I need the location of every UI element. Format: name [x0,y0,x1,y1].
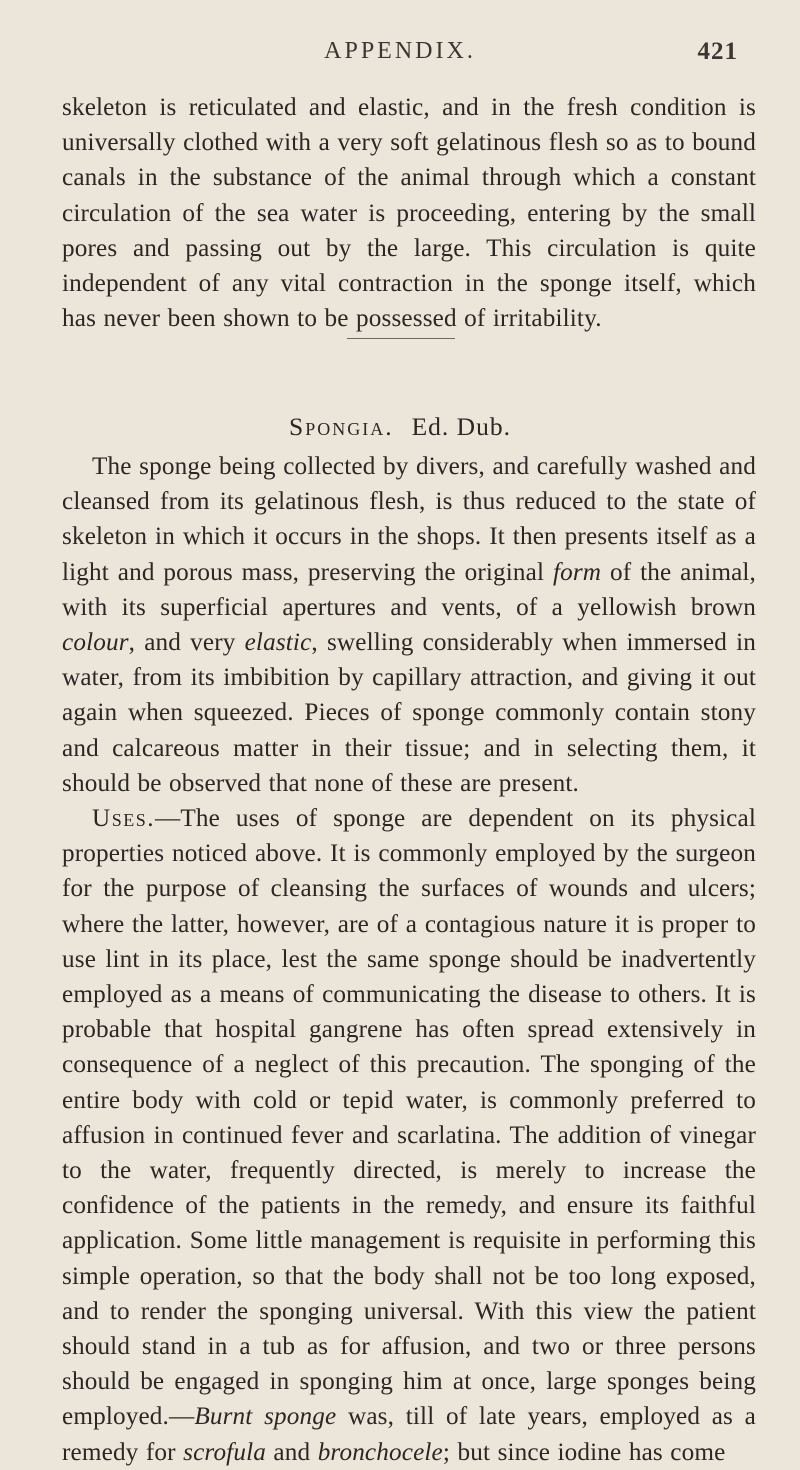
text-run: —The uses of sponge are dependent on its physical properties noticed above. It is commonly employed by the surgeon for the purpose of cleansing the surfaces of wounds and ulcers; where the latter, however, are of a contagious nature it is proper to use lint in its place, lest the same sponge should be inadvertently employed as a means of communicating the disease to others. It is probable that hospital gangrene has often spread extensively in consequence of a neglect of this precaution. The sponging of the entire body with cold or tepid water, is commonly preferred to affusion in continued fever and scarlatina. The addition of vinegar to the water, frequently directed, is merely to increase the confidence of the patients in the remedy, and ensure its faithful application. Some little management is requisite in performing this simple operation, so that the body shall not be too long exposed, and to render the sponging universal. With this view the patient should stand in a tub as for affusion, and two or three persons should be engaged in sponging him at once, large sponges being employed.— [62,805,756,1431]
italic-term: elastic [244,629,312,657]
section-title: Spongia. [289,412,394,441]
text-run: , and very [128,629,245,657]
text-run: and [265,1438,318,1466]
italic-term: form [552,558,602,586]
section-divider [347,338,455,339]
section-heading [0,412,800,442]
italic-term: scrofula [183,1438,266,1466]
running-head [0,38,800,78]
text-run: of the animal, with its superficial apertures and vents, of a yellowish brown [62,558,756,621]
italic-term: colour [62,629,129,657]
page-number: 421 [697,38,738,65]
description-paragraph [62,449,756,801]
uses-paragraph [62,801,756,1470]
text-run: ; but since iodine has come [442,1438,726,1466]
text-run: was, till of late years, employed as a remedy for [62,1403,756,1466]
edition-note: Ed. Dub. [411,412,511,441]
running-title: APPENDIX. [324,38,476,64]
uses-lead: Uses. [92,805,156,833]
paragraph-text: skeleton is reticulated and elastic, and in the fresh condition is universally clothed with a very soft gelatinous flesh so as to bound canals in the substance of the animal through which a constant circulation of the sea water is proceeding, entering by the small pores and passing out by the large. This circulation is quite independent of any vital contraction in the sponge itself, which has never been shown to be possessed of irritability. [62,94,756,333]
continued-paragraph [62,90,756,336]
text-run: The sponge being collected by divers, and carefully washed and cleansed from its gelatinous flesh, is thus reduced to the state of skeleton in which it occurs in the shops. It then presents itself as a light and porous mass, preserving the original [62,453,756,586]
italic-term: bronchocele [317,1438,443,1466]
text-run: , swelling considerably when immersed in water, from its imbibition by capillary attraction, and giving it out again when squeezed. Pieces of sponge commonly contain stony and calcareous matter in their tissue; and in selecting them, it should be observed that none of these are present. [62,629,756,797]
italic-term: Burnt sponge [194,1403,337,1431]
section-body [62,449,756,1470]
